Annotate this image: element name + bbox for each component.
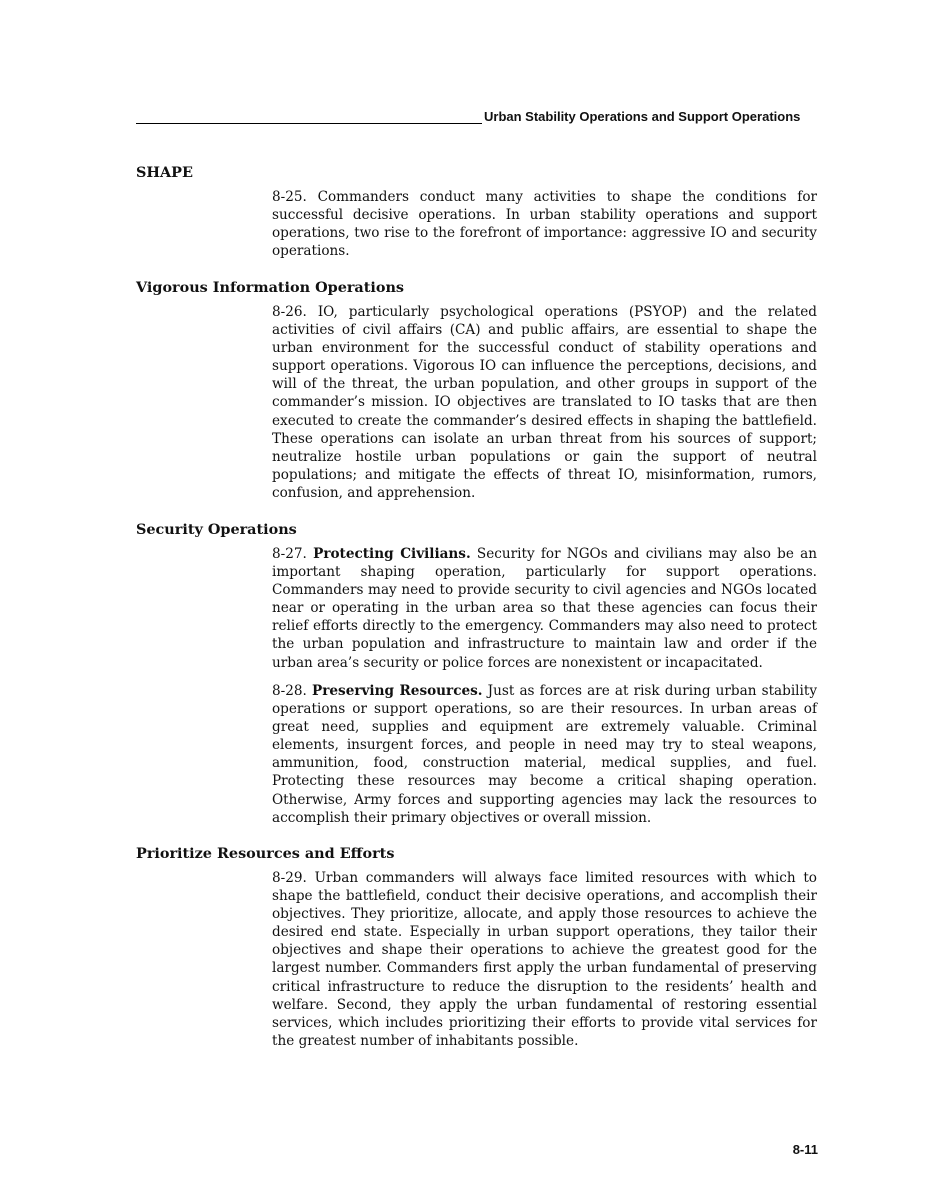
page-number: 8-11 xyxy=(792,1142,818,1157)
paragraph-8-25 xyxy=(272,188,817,260)
paragraph-text: Security for NGOs and civilians may also be an important shaping operation, particularly for support operations. Commanders may need to provide security to civil agencies and NGOs located near or operating in the urban area so that these agencies can focus their relief efforts directly to the emergency. Commanders may also need to protect the urban population and infrastructure to maintain law and order if the urban area’s security or police forces are nonexistent or incapacitated. xyxy=(272,546,818,671)
paragraph-text: Urban commanders will always face limited resources with which to shape the battlefield, conduct their decisive operations, and accomplish their objectives. They prioritize, allocate, and apply those resources to achieve the desired end state. Especially in urban support operations, they tailor their objectives and shape their operations to achieve the greatest good for the largest number. Commanders first apply the urban fundamental of preserving critical infrastructure to reduce the disruption to the residents’ health and welfare. Second, they apply the urban fundamental of restoring essential services, which includes prioritizing their efforts to provide vital services for the greatest number of inhabitants possible. xyxy=(272,870,817,1049)
paragraph-number: 8-26. xyxy=(272,304,307,320)
paragraph-8-27 xyxy=(272,545,817,672)
paragraph-text: Just as forces are at risk during urban stability operations or support operations, so are their resources. In urban areas of great need, supplies and equipment are extremely valuable. Criminal elements, insurgent forces, and people in need may try to steal weapons, ammunition, food, construction material, medical supplies, and fuel. Protecting these resources may become a critical shaping operation. Otherwise, Army forces and supporting agencies may lack the resources to accomplish their primary objectives or overall mission. xyxy=(272,683,818,826)
running-header-title: Urban Stability Operations and Support Operations xyxy=(484,109,801,124)
paragraph-number: 8-27. xyxy=(272,546,307,562)
paragraph-lead: Protecting Civilians. xyxy=(313,546,471,562)
paragraph-number: 8-28. xyxy=(272,683,307,699)
paragraph-8-26 xyxy=(272,303,817,502)
paragraph-text: Commanders conduct many activities to shape the conditions for successful decisive operations. In urban stability operations and support operations, two rise to the forefront of importance: aggressive IO and security operations. xyxy=(272,189,817,260)
section-heading-prioritize-resources: Prioritize Resources and Efforts xyxy=(136,845,395,862)
section-heading-security-operations: Security Operations xyxy=(136,521,297,538)
paragraph-8-28 xyxy=(272,682,817,827)
paragraph-lead: Preserving Resources. xyxy=(312,683,483,699)
paragraph-number: 8-25. xyxy=(272,189,307,205)
section-heading-shape: SHAPE xyxy=(136,164,193,181)
paragraph-text: IO, particularly psychological operations (PSYOP) and the related activities of civil affairs (CA) and public affairs, are essential to shape the urban environment for the successful conduct of stability operations and support operations. Vigorous IO can influence the perceptions, decisions, and will of the threat, the urban population, and other groups in support of the commander’s mission. IO objectives are translated to IO tasks that are then executed to create the commander’s desired effects in shaping the battlefield. These operations can isolate an urban threat from his sources of support; neutralize hostile urban populations or gain the support of neutral populations; and mitigate the effects of threat IO, misinformation, rumors, confusion, and apprehension. xyxy=(272,304,817,501)
header-rule xyxy=(136,123,482,124)
paragraph-8-29 xyxy=(272,869,817,1050)
section-heading-vigorous-io: Vigorous Information Operations xyxy=(136,279,405,296)
paragraph-number: 8-29. xyxy=(272,870,307,886)
